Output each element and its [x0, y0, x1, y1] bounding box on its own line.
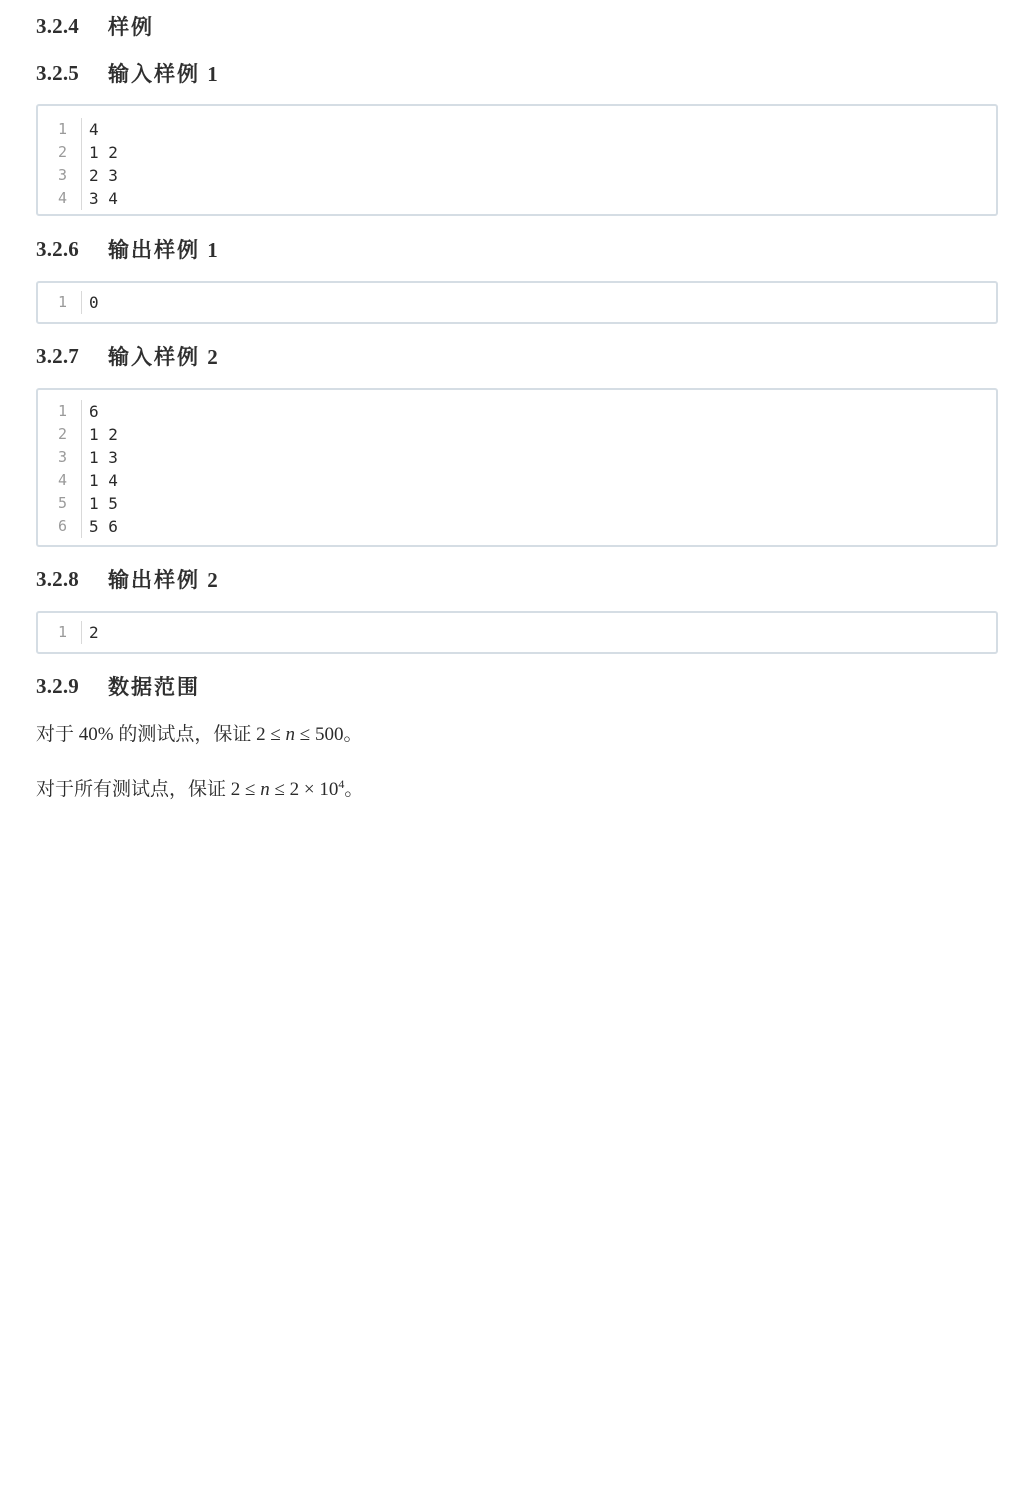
math-upper-bound: 500 — [314, 724, 344, 745]
section-heading-input-sample-2 — [36, 342, 220, 370]
section-title: 输出样例 2 — [108, 568, 220, 592]
section-number: 3.2.4 — [36, 13, 79, 38]
constraint-full — [36, 770, 363, 804]
line-text: 2 3 — [81, 164, 118, 187]
section-title: 数据范围 — [108, 675, 200, 699]
constraint-partial — [36, 721, 363, 749]
line-number: 4 — [57, 471, 67, 489]
line-text: 4 — [81, 118, 99, 141]
code-line — [38, 469, 996, 492]
section-number: 3.2.6 — [36, 236, 79, 261]
constraint-text: 的测试点，保证 — [113, 724, 257, 745]
math-variable: n — [285, 724, 296, 745]
code-block-output-2 — [36, 611, 998, 654]
code-block-input-2 — [36, 388, 998, 547]
section-heading-output-sample-1 — [36, 235, 220, 263]
code-line — [38, 141, 996, 164]
section-title: 输入样例 1 — [108, 62, 220, 86]
line-text: 1 2 — [81, 423, 118, 446]
line-text: 0 — [81, 291, 99, 314]
math-coefficient: 2 — [289, 779, 300, 800]
code-line — [38, 291, 996, 314]
line-number: 1 — [57, 293, 67, 311]
code-line — [38, 400, 996, 423]
line-text: 1 4 — [81, 469, 118, 492]
line-number: 2 — [57, 425, 67, 443]
line-text: 5 6 — [81, 515, 118, 538]
constraint-text: 对于所有测试点，保证 — [36, 779, 231, 800]
section-title: 输出样例 1 — [108, 238, 220, 262]
line-text: 2 — [81, 621, 99, 644]
math-leq: ≤ — [295, 724, 315, 745]
code-line — [38, 423, 996, 446]
section-number: 3.2.5 — [36, 60, 79, 85]
section-number: 3.2.8 — [36, 566, 79, 591]
code-line — [38, 446, 996, 469]
math-exponent: 4 — [338, 777, 345, 791]
code-block-output-1 — [36, 281, 998, 324]
code-line — [38, 187, 996, 210]
code-line — [38, 492, 996, 515]
code-line — [38, 515, 996, 538]
line-number: 1 — [57, 120, 67, 138]
math-leq: ≤ — [240, 779, 261, 800]
line-number: 3 — [57, 166, 67, 184]
line-number: 1 — [57, 623, 67, 641]
line-text: 1 5 — [81, 492, 118, 515]
math-base: 10 — [319, 779, 339, 800]
section-title: 样例 — [108, 15, 154, 39]
code-line — [38, 164, 996, 187]
line-text: 3 4 — [81, 187, 118, 210]
constraint-text: 。 — [343, 724, 363, 745]
line-number: 1 — [57, 402, 67, 420]
line-number: 2 — [57, 143, 67, 161]
section-heading-data-range — [36, 672, 200, 700]
section-heading-input-sample-1 — [36, 59, 220, 87]
line-number: 3 — [57, 448, 67, 466]
section-number: 3.2.7 — [36, 343, 79, 368]
line-text: 6 — [81, 400, 99, 423]
math-times: × — [299, 779, 320, 800]
section-number: 3.2.9 — [36, 673, 79, 698]
section-heading-output-sample-2 — [36, 565, 220, 593]
code-line — [38, 621, 996, 644]
constraint-text: 对于 — [36, 724, 79, 745]
code-block-input-1 — [36, 104, 998, 216]
section-heading-samples — [36, 12, 154, 40]
math-lower-bound: 2 — [256, 724, 266, 745]
math-leq: ≤ — [265, 724, 286, 745]
line-number: 5 — [57, 494, 67, 512]
line-text: 1 3 — [81, 446, 118, 469]
code-line — [38, 118, 996, 141]
section-title: 输入样例 2 — [108, 345, 220, 369]
line-number: 6 — [57, 517, 67, 535]
math-lower-bound: 2 — [230, 779, 241, 800]
constraint-text: 。 — [344, 779, 364, 800]
line-number: 4 — [57, 189, 67, 207]
math-variable: n — [260, 779, 270, 800]
line-text: 1 2 — [81, 141, 118, 164]
math-leq: ≤ — [269, 779, 290, 800]
constraint-percent: 40% — [78, 724, 114, 745]
